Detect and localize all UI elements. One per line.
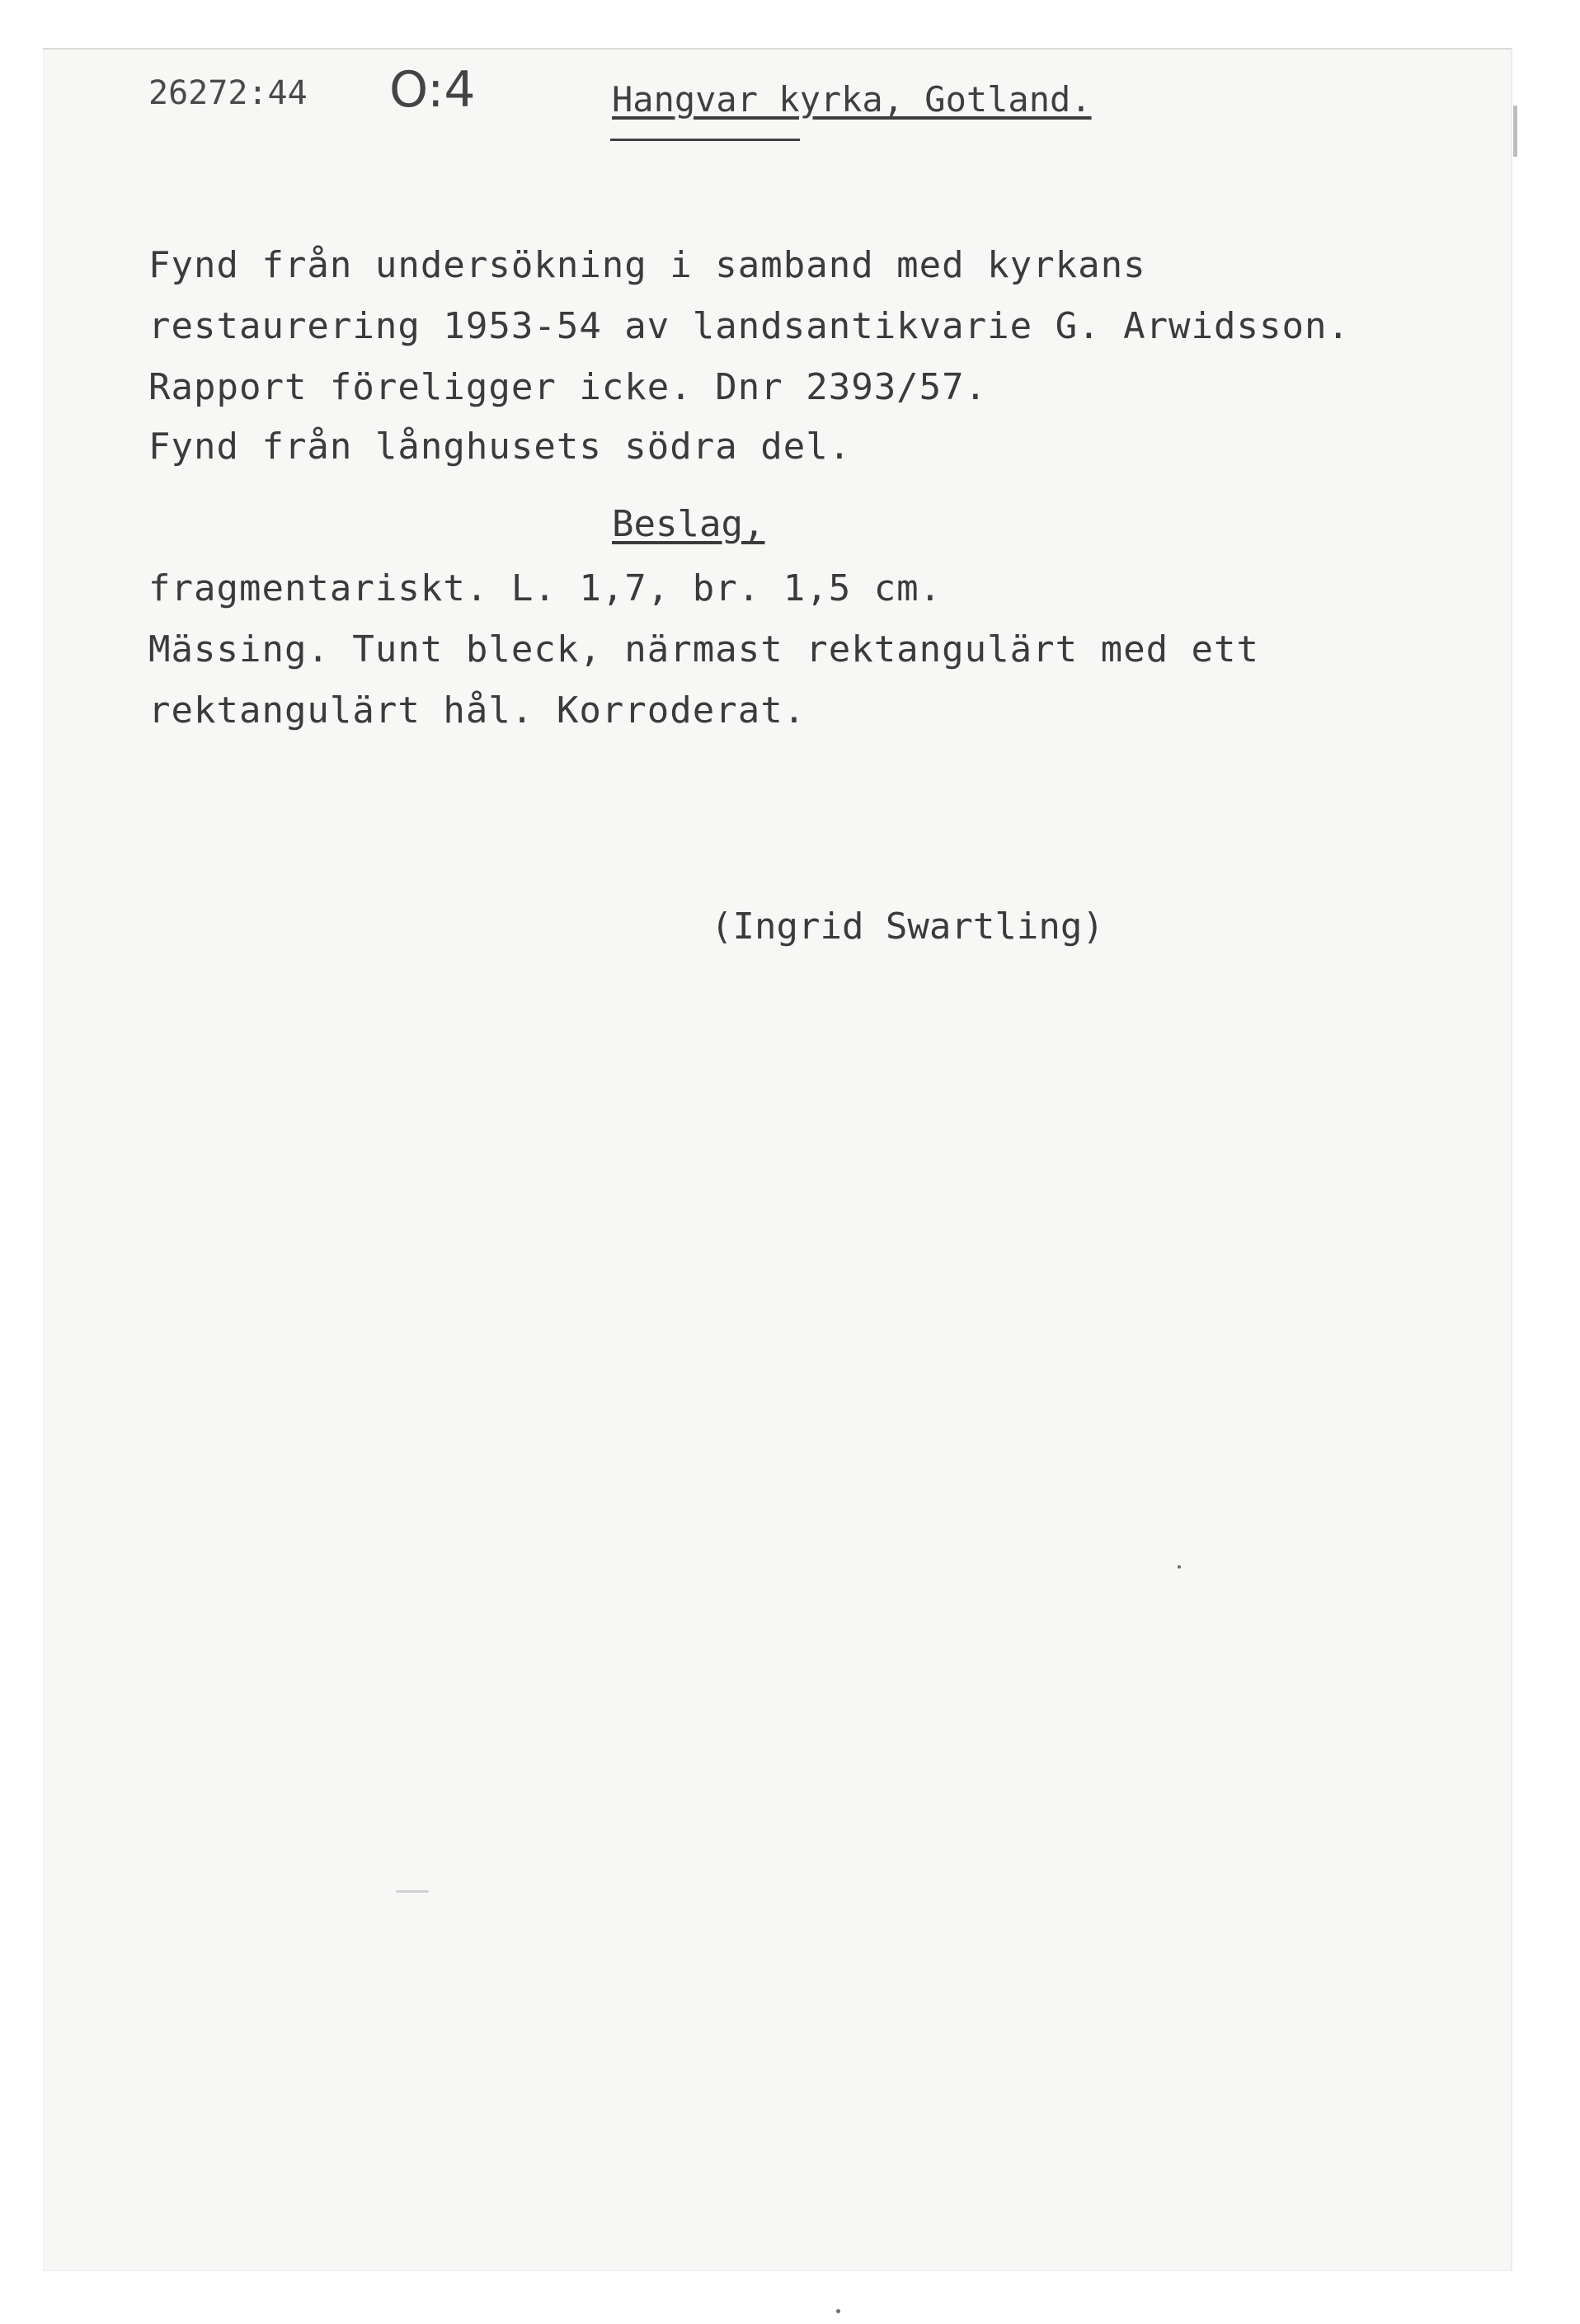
object-line-1: fragmentariskt. L. 1,7, br. 1,5 cm. [148,567,943,609]
handwritten-object-number: O:4 [389,61,476,119]
object-line-3: rektangulärt hål. Korroderat. [148,689,806,732]
paper-edge-mark [1513,106,1517,157]
paragraph-line-4: Fynd från långhusets södra del. [148,426,852,468]
paper-speck [1178,1565,1181,1569]
paper-smudge [396,1890,429,1893]
paper-speck [836,2309,840,2313]
paragraph-line-2: restaurering 1953-54 av landsantikvarie G. Arwidsson. [148,305,1350,347]
paragraph-line-1: Fynd från undersökning i samband med kyrkans [148,244,1146,286]
heading-underline-rule [610,139,800,141]
accession-number: 26272:44 [148,74,308,112]
object-heading: Beslag, [612,503,765,545]
object-line-2: Mässing. Tunt bleck, närmast rektangulärt med ett [148,628,1260,670]
signature: (Ingrid Swartling) [711,906,1104,948]
card-heading: Hangvar kyrka, Gotland. [612,79,1092,120]
paragraph-line-3: Rapport föreligger icke. Dnr 2393/57. [148,366,988,408]
